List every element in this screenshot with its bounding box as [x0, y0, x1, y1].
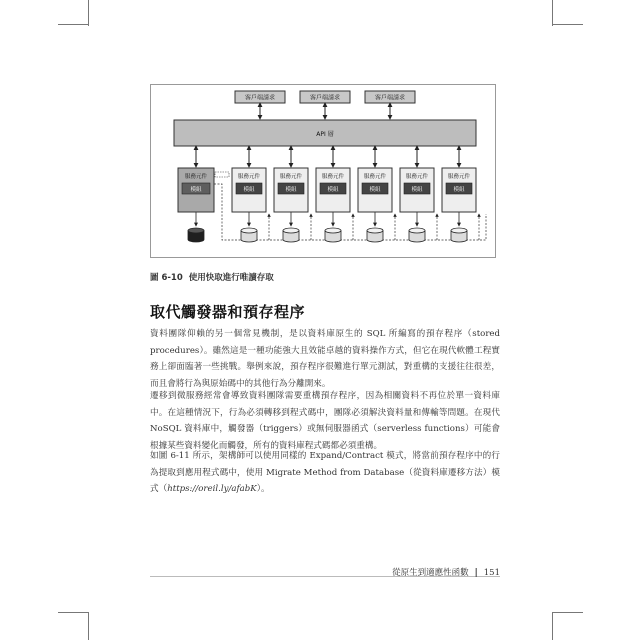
- chapter-title: 從原生到適應性函數: [392, 568, 469, 578]
- paragraph-1: 資料團隊仰賴的另一個常見機制，是以資料庫原生的 SQL 所編寫的預存程序（stored procedures）。雖然這是一種功能強大且效能卓越的資料操作方式，但它在現代軟體工程實務上卻面臨著一些挑戰。舉例來說，預存程序很難進行單元測試，對重構的支援往往很差，而且會將行為與原始碼中的其他行為分離開來。: [150, 329, 501, 389]
- reference-link[interactable]: https://oreil.ly/afabK: [167, 484, 257, 494]
- crop-mark: [58, 24, 88, 25]
- service-component-label: 服務元件: [237, 174, 261, 180]
- database-icon-top: [241, 228, 257, 233]
- figure-number: 圖 6-10: [150, 273, 183, 283]
- crop-mark: [553, 24, 583, 25]
- client-request-label: 客戶端請求: [374, 94, 406, 102]
- service-component-label: 服務元件: [363, 174, 387, 180]
- figure-caption: [150, 271, 274, 283]
- crop-mark: [553, 612, 583, 613]
- client-request-label: 客戶端請求: [309, 94, 341, 102]
- module-label: 模組: [243, 187, 255, 193]
- figure-caption-text: 使用快取進行唯讀存取: [188, 273, 274, 283]
- module-label: 模組: [327, 187, 339, 193]
- crop-mark: [552, 612, 553, 640]
- crop-mark: [88, 612, 89, 640]
- service-component-label: 服務元件: [279, 174, 303, 180]
- service-component-label: 服務元件: [321, 174, 345, 180]
- paragraph-2: 遷移到微服務經常會導致資料團隊需要重構預存程序，因為相關資料不再位於單一資料庫中。在這種情況下，行為必須轉移到程式碼中，團隊必須解決資料量和傳輸等問題。在現代 NoSQL 資料庫中，觸發器（triggers）或無伺服器函式（serverless functions）可能會根據某些資料變化而觸發，所有的資料庫程式碼都必須重構。: [150, 391, 500, 451]
- module-label: 模組: [190, 187, 202, 193]
- database-icon-top: [367, 228, 383, 233]
- database-icon-top: [188, 228, 204, 233]
- module-label: 模組: [369, 187, 381, 193]
- section-heading: 取代觸發器和預存程序: [150, 303, 306, 321]
- service-component-label: 服務元件: [447, 174, 471, 180]
- crop-mark: [552, 0, 553, 26]
- architecture-diagram: [150, 84, 496, 258]
- database-icon-top: [283, 228, 299, 233]
- page-number: 151: [483, 568, 500, 578]
- database-icon-top: [409, 228, 425, 233]
- service-component-label: 服務元件: [405, 174, 429, 180]
- paragraph-3: 如圖 6-11 所示，架構師可以使用同樣的 Expand/Contract 模式，將當前預存程序中的行為提取到應用程式碼中，使用 Migrate Method from Database（從資料庫遷移方法）模式（https://oreil.ly/afabK）。: [150, 451, 501, 494]
- module-label: 模組: [411, 187, 423, 193]
- database-icon-top: [451, 228, 467, 233]
- database-icon-top: [325, 228, 341, 233]
- page-footer: 從原生到適應性函數 | 151: [392, 568, 500, 578]
- service-component-label: 服務元件: [184, 174, 208, 180]
- crop-mark: [58, 612, 88, 613]
- module-label: 模組: [285, 187, 297, 193]
- module-label: 模組: [453, 187, 465, 193]
- crop-mark: [88, 0, 89, 26]
- api-layer-label: API 層: [316, 131, 334, 138]
- client-request-label: 客戶端請求: [244, 94, 276, 102]
